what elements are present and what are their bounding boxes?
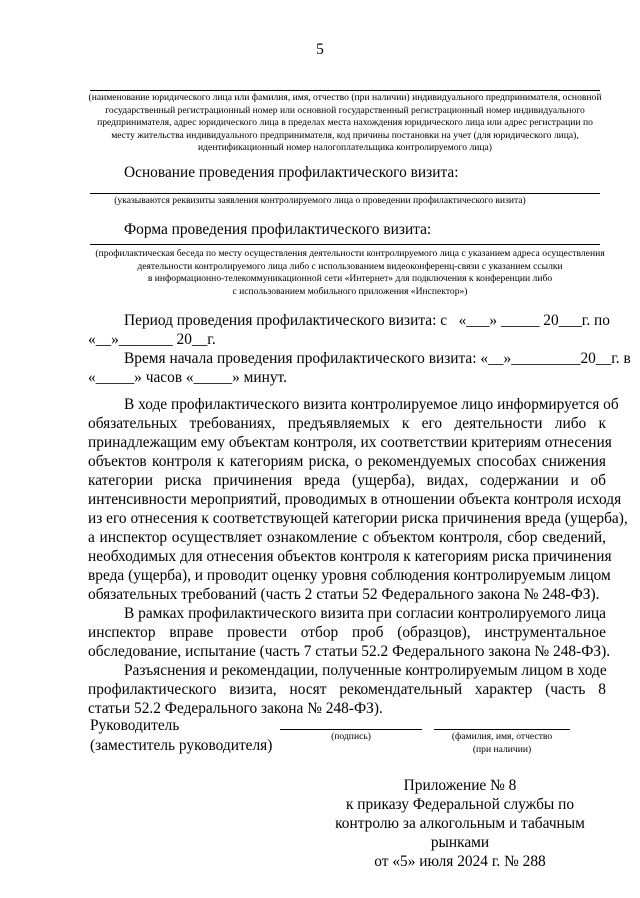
paragraph-line: обязательных требованиях, предъявляемых к его деятельности либо к (88, 415, 606, 432)
form-caption-line: с использованием мобильного приложения «Инспектор») (232, 285, 468, 297)
paragraph-1 (88, 395, 628, 604)
paragraph-2 (88, 604, 611, 661)
name-caption-line: (фамилия, имя, отчество (451, 731, 553, 742)
appendix-order-line: рынками (430, 834, 490, 851)
paragraph-line: необходимых для отнесения объектов контроля к категориям риска причинения (88, 548, 612, 565)
paragraph-line: профилактического визита, носят рекомендательный характер (часть 8 (88, 681, 606, 698)
name-line (434, 729, 570, 730)
org-name-line (90, 90, 600, 91)
paragraph-line: В ходе профилактического визита контролируемое лицо информируется об (124, 396, 619, 413)
start-label: Время начала проведения профилактического визита: (124, 350, 477, 367)
org-caption-line: идентификационный номер налогоплательщика контролируемого лица) (198, 142, 492, 154)
appendix-order-line: контролю за алкогольным и табачным (335, 815, 585, 832)
signature-caption: (подпись) (331, 731, 371, 742)
basis-caption: (указываются реквизиты заявления контролируемого лица о проведении профилактического визита) (114, 195, 526, 206)
paragraph-line: инспектор вправе провести отбор проб (образцов), инструментальное (88, 624, 606, 641)
role-line-1: Руководитель (90, 717, 180, 734)
org-caption (70, 92, 620, 155)
basis-heading: Основание проведения профилактического визита: (124, 164, 459, 181)
org-caption-line: государственный регистрационный номер или основной государственный регистрационный номер индивидуального (105, 104, 585, 116)
start-time: «_____» часов «_____» минут. (88, 369, 287, 386)
paragraph-line: обязательных требований (часть 2 статьи 52 Федерального закона № 248-ФЗ). (88, 586, 600, 603)
period-from-year: 20___г. по (543, 312, 610, 329)
paragraph-3 (88, 661, 606, 718)
form-caption-line: (профилактическая беседа по месту осуществления деятельности контролируемого лица с указанием адреса осуществления (95, 248, 605, 259)
period-from-day: «___» (458, 312, 498, 329)
period-to-date: «__»_______ (88, 331, 173, 348)
paragraph-line: интенсивности мероприятий, проводимых в отношении объекта контроля исходя (88, 491, 622, 508)
form-line (90, 244, 600, 245)
form-heading: Форма проведения профилактического визита: (124, 221, 432, 238)
form-caption (80, 248, 620, 298)
paragraph-line: обследование, испытание (часть 7 статьи 52.2 Федерального закона № 248-ФЗ). (88, 643, 611, 660)
paragraph-line: вреда (ущерба), и проводит оценку уровня соблюдения контролируемым лицом (88, 567, 611, 584)
appendix-title: Приложение № 8 (403, 777, 517, 794)
form-caption-line: в информационно-телекоммуникационной сети «Интернет» для подключения к конференции либо (147, 273, 553, 285)
signature-line (280, 729, 422, 730)
name-caption-line: (при наличии) (472, 743, 532, 755)
appendix-date-number: от «5» июля 2024 г. № 288 (374, 853, 546, 870)
role-line-2: (заместитель руководителя) (90, 737, 273, 754)
paragraph-line: а инспектор осуществляет ознакомление с объектом контроля, сбор сведений, (88, 529, 606, 546)
paragraph-line: объектов контроля к категориям риска, о рекомендуемых способах снижения (88, 453, 606, 470)
page-number: 5 (316, 41, 324, 58)
org-caption-line: предпринимателя, адрес юридического лица в пределах места нахождения юридического лица или адрес регистрации по (97, 117, 593, 129)
signature-role (90, 716, 272, 756)
paragraph-line: категории риска причинения вреда (ущерба), видах, содержании и об (88, 472, 606, 489)
paragraph-line: статьи 52.2 Федерального закона № 248-ФЗ). (88, 700, 383, 717)
period-block (88, 311, 631, 387)
period-to-year: 20__г. (176, 331, 216, 348)
org-caption-line: (наименование юридического лица или фамилия, имя, отчество (при наличии) индивидуального предпринимателя, основной (88, 92, 602, 103)
org-caption-line: месту жительства индивидуального предпринимателя, код причины постановки на учет (для юридического лица), (111, 129, 579, 141)
period-from-month: _____ (500, 312, 540, 329)
period-label: Период проведения профилактического визита: с (124, 312, 448, 329)
paragraph-line: из его отнесения к соответствующей категории риска причинения вреда (ущерба), (88, 510, 628, 527)
basis-line (90, 193, 600, 194)
name-caption (434, 731, 570, 756)
appendix-order-line: к приказу Федеральной службы по (345, 796, 575, 813)
appendix-header (330, 776, 590, 871)
paragraph-line: В рамках профилактического визита при согласии контролируемого лица (124, 605, 606, 622)
paragraph-line: принадлежащим ему объектам контроля, их соответствии критериям отнесения (88, 434, 612, 451)
start-date: «__»_________20__г. в (480, 350, 631, 367)
form-caption-line: деятельности контролируемого лица либо с использованием видеоконференц-связи с указанием ссылки (137, 260, 563, 272)
paragraph-line: Разъяснения и рекомендации, полученные контролируемым лицом в ходе (124, 662, 607, 679)
body-text (88, 395, 628, 718)
